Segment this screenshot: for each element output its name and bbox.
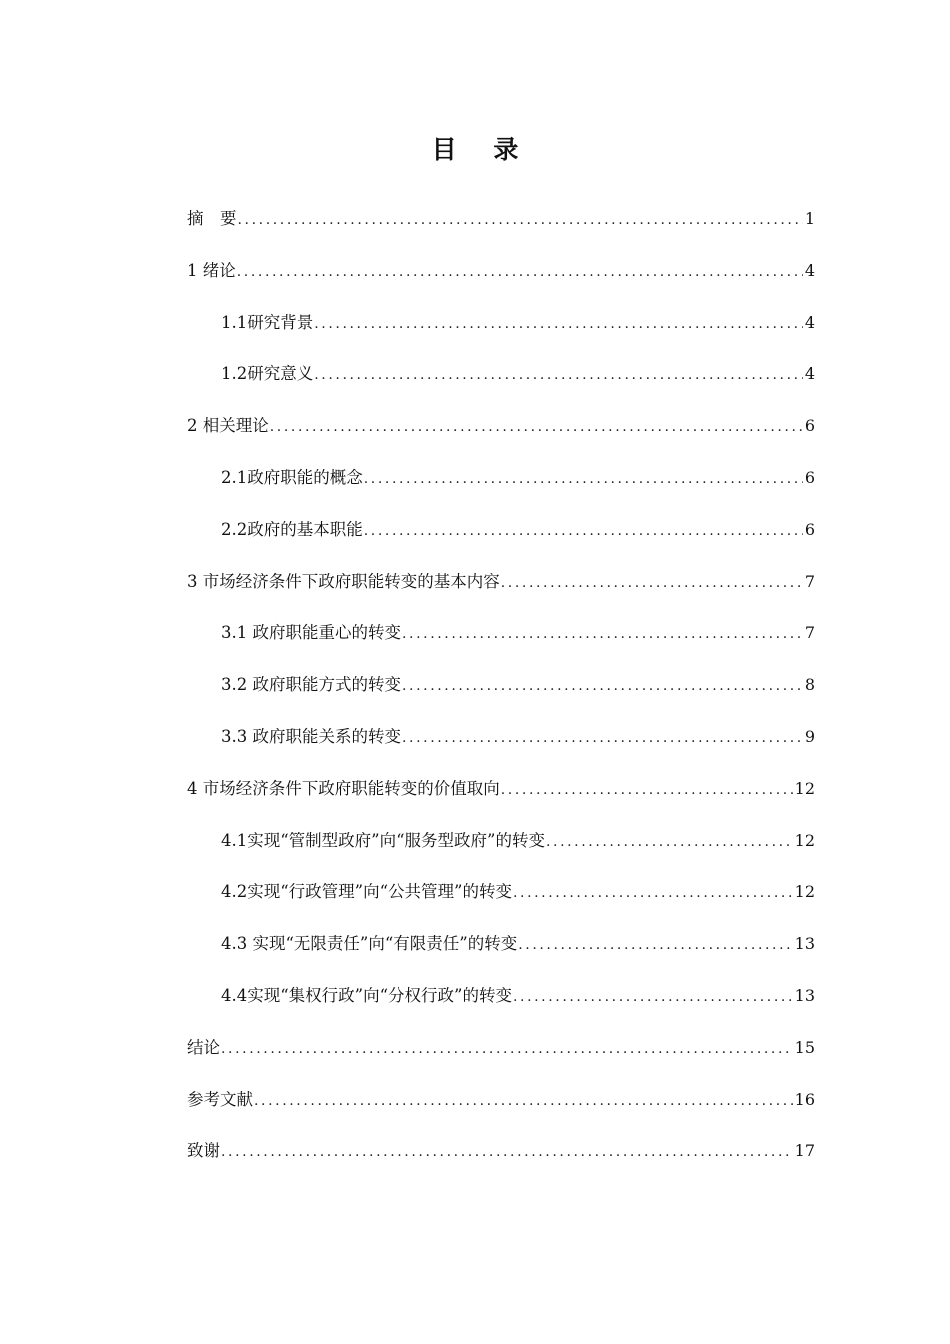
toc-dot-leader: [221, 1136, 793, 1168]
toc-entry-label: 1.2研究意义: [221, 364, 314, 384]
toc-dot-leader: [221, 1033, 793, 1065]
toc-entry-label: 3.1 政府职能重心的转变: [221, 623, 401, 643]
toc-entry-label: 4.3 实现“无限责任”向“有限责任”的转变: [221, 934, 518, 954]
toc-dot-leader: [364, 515, 803, 547]
toc-entry[interactable]: [187, 203, 815, 255]
toc-entry-page-number: 6: [804, 416, 815, 436]
toc-entry-label: 参考文献: [187, 1089, 253, 1109]
toc-entry[interactable]: [187, 773, 815, 825]
toc-dot-leader: [364, 463, 803, 495]
toc-entry[interactable]: [187, 566, 815, 618]
toc-entry[interactable]: [187, 1032, 815, 1084]
toc-entry-label: 1 绪论: [187, 260, 236, 280]
toc-entry[interactable]: [187, 1135, 815, 1187]
toc-entry-label: 4.1实现“管制型政府”向“服务型政府”的转变: [221, 830, 545, 850]
toc-entry-label: 2 相关理论: [187, 416, 269, 436]
toc-entry-page-number: 12: [794, 882, 815, 902]
toc-entry[interactable]: [187, 307, 815, 359]
toc-entry-page-number: 12: [794, 830, 815, 850]
toc-entry[interactable]: [187, 928, 815, 980]
toc-entry-page-number: 9: [804, 726, 815, 746]
toc-entry-page-number: 6: [804, 519, 815, 539]
toc-entry[interactable]: [187, 825, 815, 877]
toc-entry[interactable]: [187, 410, 815, 462]
toc-dot-leader: [254, 1085, 793, 1117]
toc-entry-page-number: 8: [804, 675, 815, 695]
toc-entry-label: 4.4实现“集权行政”向“分权行政”的转变: [221, 985, 512, 1005]
toc-dot-leader: [402, 670, 803, 702]
toc-entry[interactable]: [187, 255, 815, 307]
toc-entry-label: 3.2 政府职能方式的转变: [221, 675, 401, 695]
toc-dot-leader: [314, 308, 803, 340]
toc-entry[interactable]: [187, 617, 815, 669]
toc-entry-page-number: 13: [794, 934, 815, 954]
toc-entry[interactable]: [187, 462, 815, 514]
toc-entry-page-number: 16: [794, 1089, 815, 1109]
toc-entry-page-number: 17: [794, 1141, 815, 1161]
toc-entry[interactable]: [187, 876, 815, 928]
toc-entry-label: 结论: [187, 1037, 220, 1057]
toc-list: [187, 203, 815, 1187]
toc-entry[interactable]: [187, 721, 815, 773]
toc-entry-page-number: 15: [794, 1037, 815, 1057]
toc-dot-leader: [513, 981, 793, 1013]
toc-entry-label: 4 市场经济条件下政府职能转变的价值取向: [187, 778, 500, 798]
toc-entry[interactable]: [187, 980, 815, 1032]
toc-entry[interactable]: [187, 1084, 815, 1136]
toc-entry-label: 致谢: [187, 1141, 220, 1161]
toc-dot-leader: [402, 722, 803, 754]
toc-dot-leader: [270, 411, 803, 443]
toc-dot-leader: [518, 929, 792, 961]
toc-entry-label: 3.3 政府职能关系的转变: [221, 726, 401, 746]
toc-entry-label: 2.2政府的基本职能: [221, 519, 363, 539]
toc-entry-page-number: 4: [804, 312, 815, 332]
toc-entry[interactable]: [187, 669, 815, 721]
toc-entry-page-number: 7: [804, 623, 815, 643]
toc-dot-leader: [546, 826, 793, 858]
toc-dot-leader: [501, 567, 803, 599]
toc-dot-leader: [237, 256, 803, 288]
toc-entry[interactable]: [187, 514, 815, 566]
toc-dot-leader: [238, 204, 803, 236]
toc-entry-label: 摘 要: [187, 209, 237, 228]
toc-title: 目 录: [431, 135, 533, 164]
toc-entry-page-number: 12: [794, 778, 815, 798]
toc-entry-page-number: 4: [804, 364, 815, 384]
toc-dot-leader: [501, 774, 793, 806]
toc-entry-label: 4.2实现“行政管理”向“公共管理”的转变: [221, 882, 512, 902]
toc-entry-page-number: 7: [804, 571, 815, 591]
toc-dot-leader: [314, 359, 803, 391]
toc-entry-label: 3 市场经济条件下政府职能转变的基本内容: [187, 571, 500, 591]
toc-entry-page-number: 13: [794, 985, 815, 1005]
toc-entry-label: 1.1研究背景: [221, 312, 314, 332]
toc-dot-leader: [513, 877, 793, 909]
toc-entry[interactable]: [187, 358, 815, 410]
toc-entry-page-number: 6: [804, 467, 815, 487]
toc-entry-page-number: 4: [804, 260, 815, 280]
toc-dot-leader: [402, 618, 803, 650]
toc-entry-label: 2.1政府职能的概念: [221, 467, 363, 487]
toc-entry-page-number: 1: [804, 209, 815, 228]
